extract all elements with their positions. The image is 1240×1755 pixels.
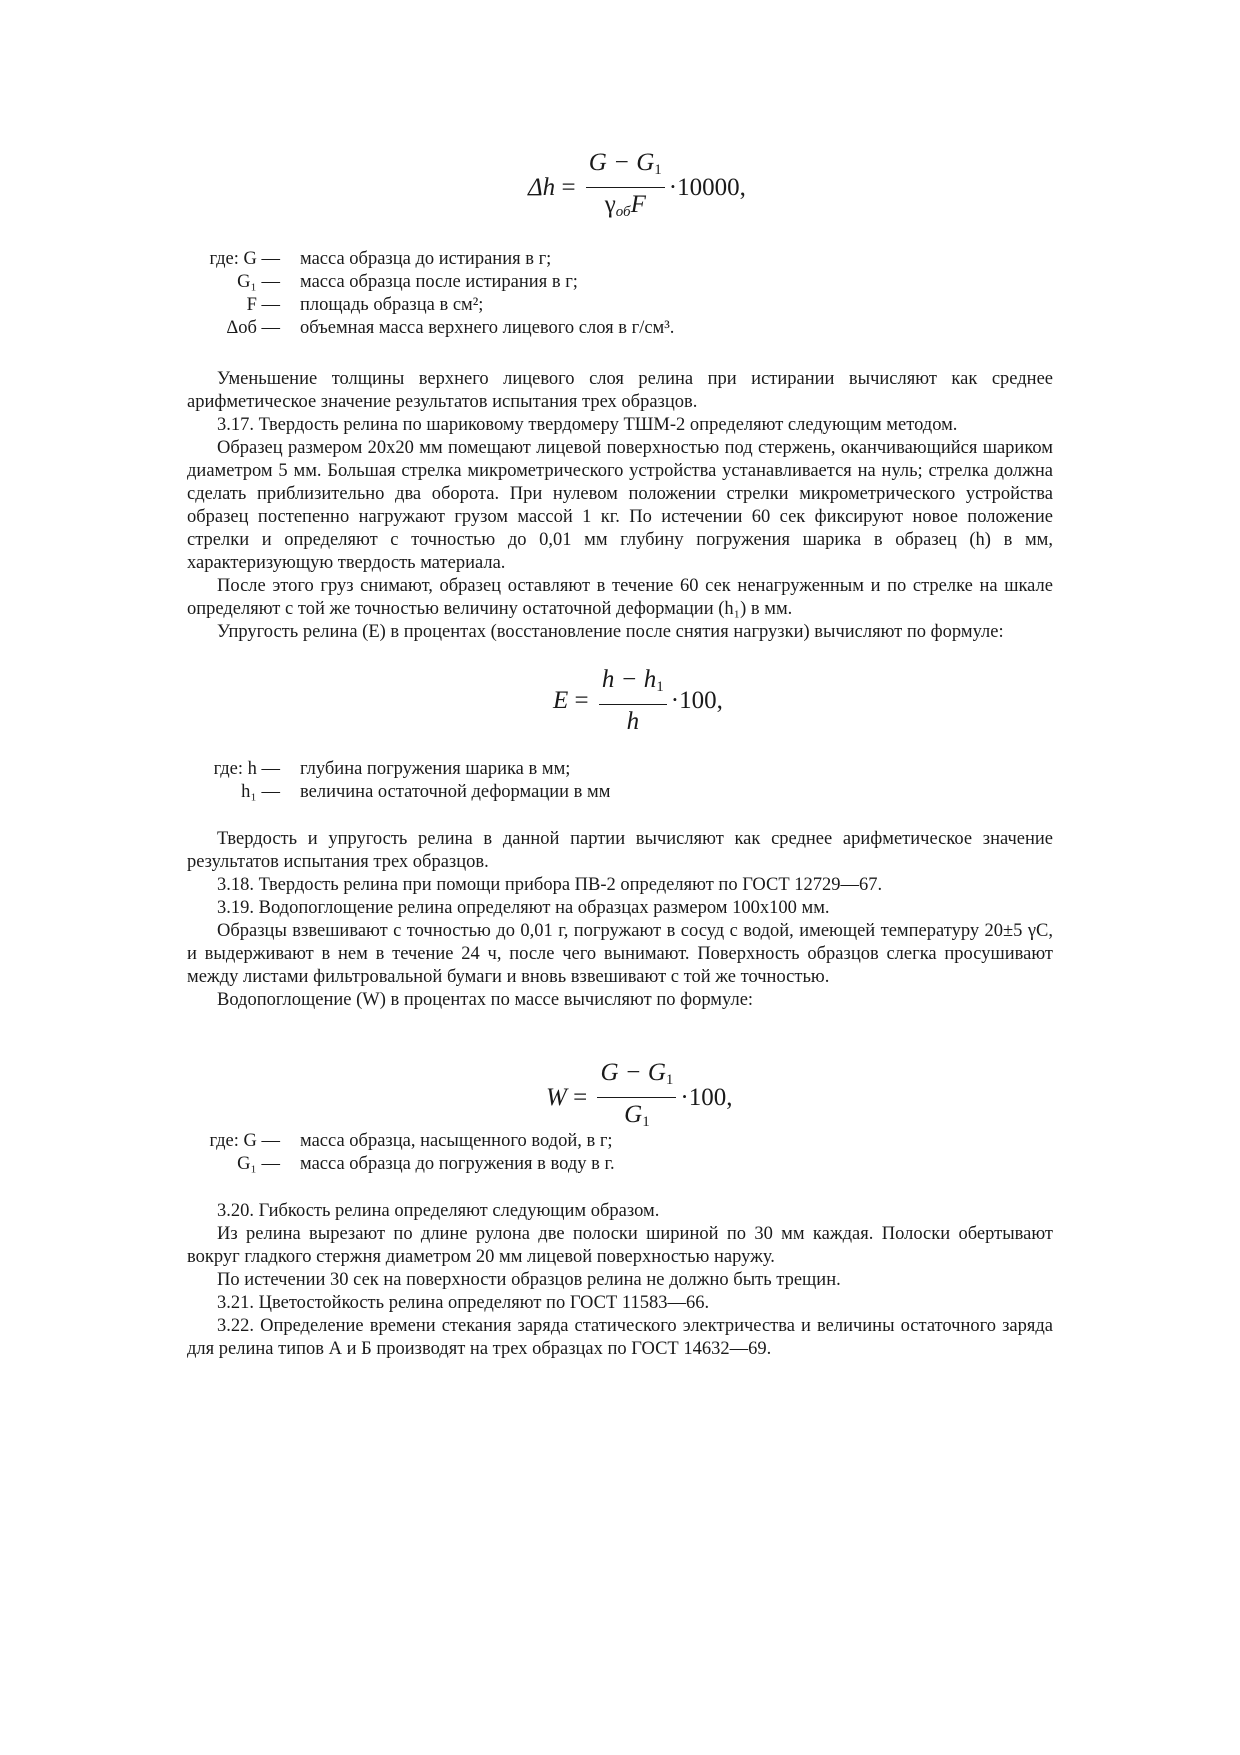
formula-lhs: W	[546, 1083, 567, 1111]
legend-description: величина остаточной деформации в мм	[300, 782, 611, 802]
paragraph: Образец размером 20x20 мм помещают лицевой поверхностью под стержень, оканчивающийся шариком диаметром 5 мм. Большая стрелка микрометрического устройства устанавливается на нуль; стрелка должна сделать приблизительно два оборота. При нулевом положении стрелки микрометрического устройства образец постепенно нагружают грузом массой 1 кг. По истечении 60 сек фиксируют новое положение стрелки и определяют с точностью до 0,01 мм глубину погружения шарика в образец (h) в мм, характеризующую твердость материала.	[187, 438, 1053, 573]
numerator	[597, 1058, 676, 1098]
paragraph-3-18: 3.18. Твердость релина при помощи прибора ПВ-2 определяют по ГОСТ 12729—67.	[217, 875, 883, 895]
numerator-subscript: 1	[656, 679, 664, 695]
formula-water-absorption	[546, 1058, 733, 1137]
legend-description: объемная масса верхнего лицевого слоя в г/см³.	[300, 318, 675, 338]
equals-sign: =	[568, 687, 595, 714]
legend-symbol: G₁ —	[237, 1154, 280, 1174]
denominator	[627, 705, 640, 737]
legend-description: масса образца после истирания в г;	[300, 272, 578, 292]
numerator-subscript: 1	[665, 1072, 674, 1088]
paragraph-3-20: 3.20. Гибкость релина определяют следующим образом.	[217, 1201, 660, 1221]
legend-symbol: где: G —	[209, 249, 280, 269]
legend-symbol: F —	[246, 295, 280, 315]
legend-description: масса образца, насыщенного водой, в г;	[300, 1131, 613, 1151]
legend-row	[195, 1130, 615, 1153]
legend-description: площадь образца в см²;	[300, 295, 484, 315]
paragraph: Уменьшение толщины верхнего лицевого слоя релина при истирании вычисляют как среднее арифметическое значение результатов испытания трех образцов.	[187, 369, 1053, 412]
paragraph: После этого груз снимают, образец оставляют в течение 60 сек ненагруженным и по стрелке на шкале определяют с той же точностью величину остаточной деформации (h₁) в мм.	[187, 576, 1053, 619]
fraction	[597, 1058, 676, 1137]
text-block-2	[187, 828, 1053, 1012]
legend-description: масса образца до истирания в г;	[300, 249, 552, 269]
formula-multiplier: ·100,	[680, 1083, 733, 1111]
paragraph-3-21: 3.21. Цветостойкость релина определяют по ГОСТ 11583—66.	[217, 1293, 710, 1313]
legend-row	[195, 248, 674, 271]
legend-symbol: G₁ —	[237, 272, 280, 292]
denominator-tail: F	[630, 191, 646, 218]
legend-symbol: где: h —	[213, 759, 280, 779]
fraction	[586, 148, 665, 227]
text-block-3	[187, 1200, 1053, 1361]
legend-row	[195, 758, 610, 781]
legend-formula-2	[195, 758, 610, 804]
legend-row	[195, 781, 610, 804]
paragraph-3-22: 3.22. Определение времени стекания заряда статического электричества и величины остаточного заряда для релина типов А и Б производят на трех образцах по ГОСТ 14632—69.	[187, 1316, 1053, 1359]
fraction	[599, 665, 667, 737]
paragraph: Водопоглощение (W) в процентах по массе вычисляют по формуле:	[217, 990, 754, 1010]
paragraph-3-17: 3.17. Твердость релина по шариковому твердомеру ТШМ-2 определяют следующим методом.	[217, 415, 958, 435]
formula-multiplier: ·10000,	[668, 173, 746, 201]
denominator-text: h	[626, 708, 640, 735]
denominator	[624, 1098, 650, 1137]
numerator-subscript: 1	[654, 162, 662, 178]
formula-lhs: Δh	[528, 173, 556, 201]
legend-symbol: где: G —	[209, 1131, 280, 1151]
equals-sign: =	[566, 1083, 594, 1111]
legend-row	[195, 317, 674, 340]
numerator-text: G − G	[600, 1059, 666, 1086]
denominator-gamma: γ	[604, 191, 616, 218]
paragraph-3-19: 3.19. Водопоглощение релина определяют на образцах размером 100x100 мм.	[217, 898, 830, 918]
legend-row	[195, 294, 674, 317]
denominator-text: G	[624, 1101, 643, 1128]
denominator-subscript: 1	[642, 1114, 650, 1130]
numerator	[586, 148, 665, 188]
legend-formula-1	[195, 248, 674, 340]
formula-lhs: E	[553, 687, 569, 714]
formula-elasticity	[553, 665, 723, 737]
legend-description: масса образца до погружения в воду в г.	[300, 1154, 615, 1174]
denominator	[605, 188, 646, 227]
legend-description: глубина погружения шарика в мм;	[300, 759, 571, 779]
paragraph: Из релина вырезают по длине рулона две полоски шириной по 30 мм каждая. Полоски обертывают вокруг гладкого стержня диаметром 20 мм лицевой поверхностью наружу.	[187, 1224, 1053, 1267]
denominator-subscript: об	[615, 204, 631, 220]
paragraph: Твердость и упругость релина в данной партии вычисляют как среднее арифметическое значение результатов испытания трех образцов.	[187, 829, 1053, 872]
paragraph: Образцы взвешивают с точностью до 0,01 г, погружают в сосуд с водой, имеющей температуру 20±5 γС, и выдерживают в нем в течение 24 ч, после чего вынимают. Поверхность образцов слегка просушивают между листами фильтровальной бумаги и вновь взвешивают с той же точностью.	[187, 921, 1053, 987]
paragraph: По истечении 30 сек на поверхности образцов релина не должно быть трещин.	[217, 1270, 841, 1290]
text-block-1	[187, 368, 1053, 644]
equals-sign: =	[555, 173, 582, 201]
legend-row	[195, 1153, 615, 1176]
legend-symbol: h₁ —	[241, 782, 280, 802]
legend-symbol: Δоб —	[226, 318, 280, 338]
formula-multiplier: ·100,	[670, 687, 723, 714]
legend-row	[195, 271, 674, 294]
numerator-text: h − h	[601, 666, 657, 693]
formula-delta-h	[528, 148, 746, 227]
numerator-text: G − G	[588, 149, 655, 176]
numerator	[599, 665, 667, 705]
paragraph: Упругость релина (E) в процентах (восстановление после снятия нагрузки) вычисляют по формуле:	[217, 622, 1004, 642]
legend-formula-3	[195, 1130, 615, 1176]
